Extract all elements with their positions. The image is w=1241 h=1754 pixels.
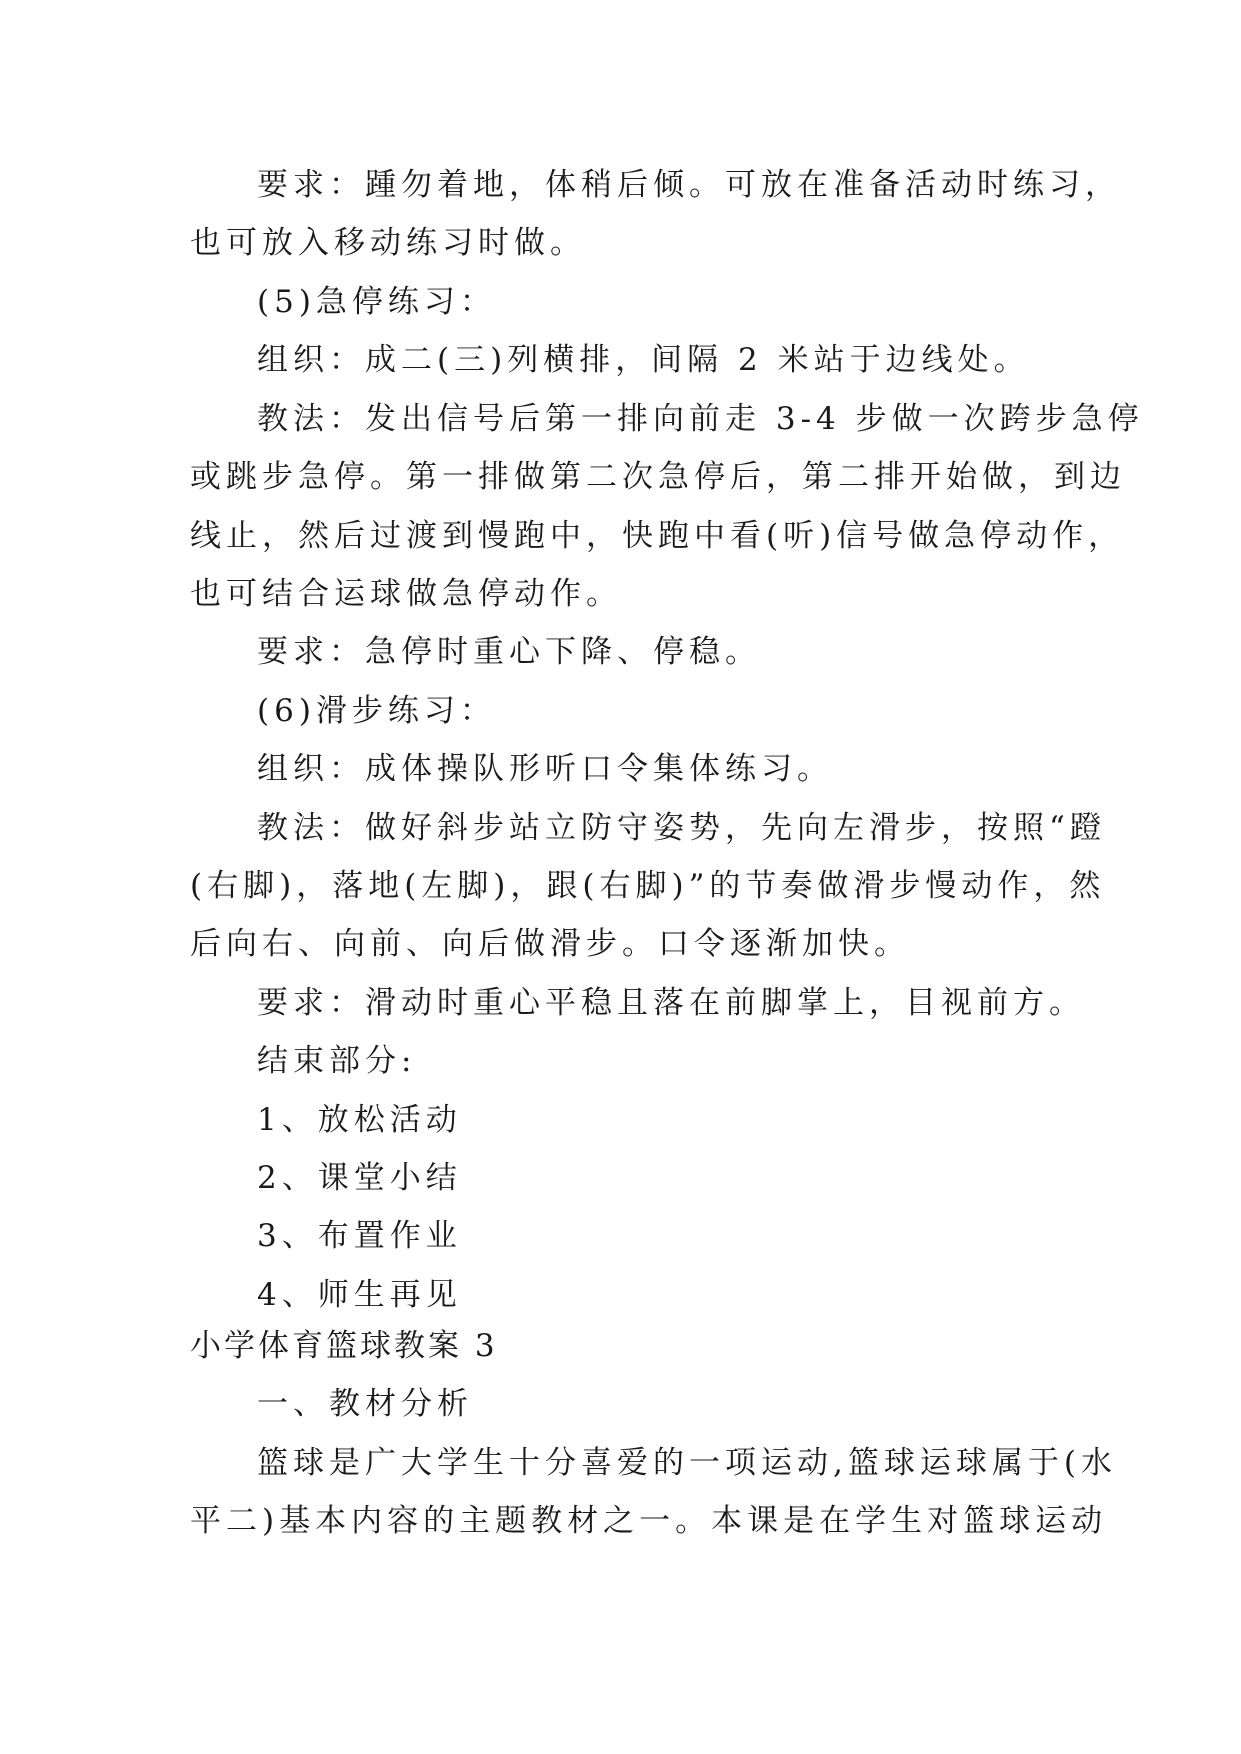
paragraph-line: 要求：急停时重心下降、停稳。 bbox=[257, 634, 761, 670]
subsection-heading: 一、教材分析 bbox=[257, 1386, 473, 1422]
paragraph-line: 教法：发出信号后第一排向前走 3-4 步做一次跨步急停 bbox=[257, 401, 1144, 437]
paragraph-line: 平二)基本内容的主题教材之一。本课是在学生对篮球运动 bbox=[190, 1503, 1108, 1539]
paragraph-line: 结束部分: bbox=[257, 1043, 417, 1079]
paragraph-line: 或跳步急停。第一排做第二次急停后，第二排开始做，到边 bbox=[190, 459, 1126, 495]
paragraph-line: 要求：滑动时重心平稳且落在前脚掌上，目视前方。 bbox=[257, 985, 1085, 1021]
paragraph-line: 组织：成二(三)列横排，间隔 2 米站于边线处。 bbox=[257, 342, 1030, 378]
list-item: 3、布置作业 bbox=[257, 1218, 462, 1254]
paragraph-line: 也可放入移动练习时做。 bbox=[190, 225, 586, 261]
list-item: 2、课堂小结 bbox=[257, 1160, 462, 1196]
paragraph-line: (5)急停练习： bbox=[257, 284, 496, 320]
paragraph-line: 组织：成体操队形听口令集体练习。 bbox=[257, 751, 833, 787]
paragraph-line: (6)滑步练习： bbox=[257, 693, 496, 729]
paragraph-line: 要求：踵勿着地，体稍后倾。可放在准备活动时练习， bbox=[257, 167, 1121, 203]
paragraph-line: 篮球是广大学生十分喜爱的一项运动,篮球运球属于(水 bbox=[257, 1445, 1117, 1481]
list-item: 4、师生再见 bbox=[257, 1277, 462, 1313]
paragraph-line: 后向右、向前、向后做滑步。口令逐渐加快。 bbox=[190, 926, 910, 962]
list-item: 1、放松活动 bbox=[257, 1102, 462, 1138]
section-heading: 小学体育篮球教案 3 bbox=[190, 1328, 498, 1364]
paragraph-line: 也可结合运球做急停动作。 bbox=[190, 576, 622, 612]
paragraph-line: (右脚)，落地(左脚)，跟(右脚)”的节奏做滑步慢动作，然 bbox=[190, 868, 1106, 904]
paragraph-line: 线止，然后过渡到慢跑中，快跑中看(听)信号做急停动作， bbox=[190, 518, 1125, 554]
paragraph-line: 教法：做好斜步站立防守姿势，先向左滑步，按照“蹬 bbox=[257, 810, 1106, 846]
